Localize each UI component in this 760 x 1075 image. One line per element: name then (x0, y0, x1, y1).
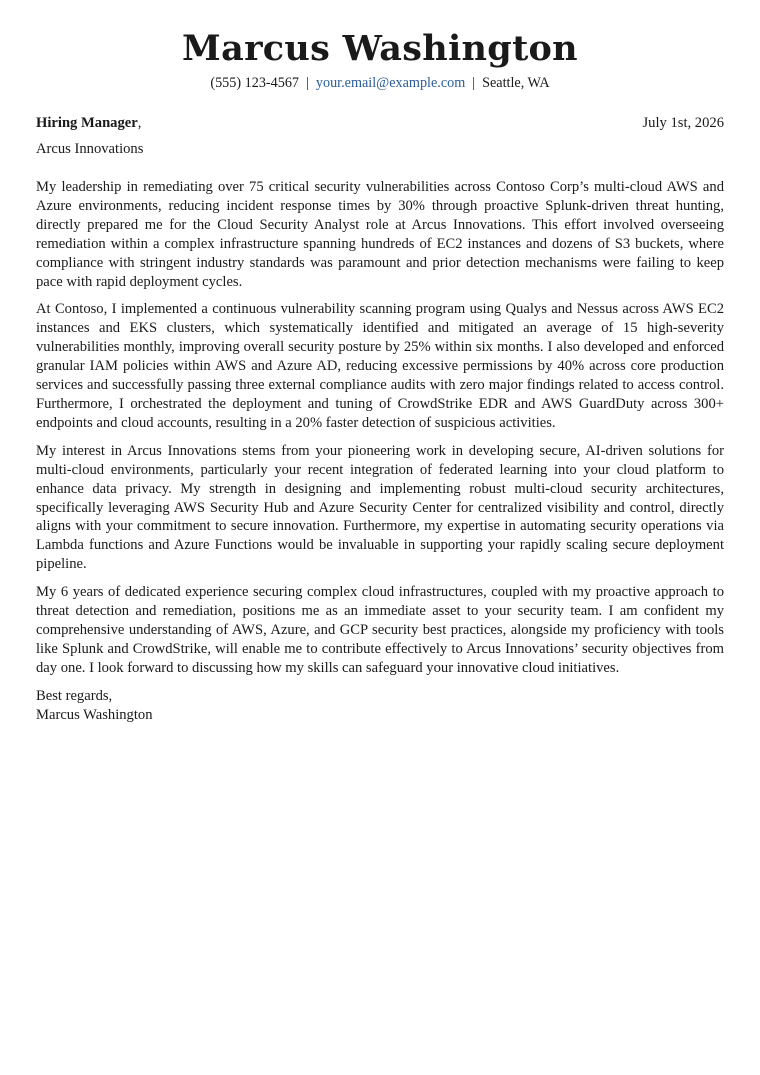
phone-number: (555) 123-4567 (210, 75, 300, 91)
company-name: Arcus Innovations (36, 141, 144, 157)
paragraph: At Contoso, I implemented a continuous vulnerability scanning program using Qualys and Nessus across AWS EC2 instances and EKS clusters, which systematically identified and mitigated an average of 15 high-severity vulnerabilities monthly, improving overall security posture by 25% within six months. I also developed and enforced granular IAM policies within AWS and Azure AD, reducing excessive permissions by 40% across core production services and successfully passing three external compliance audits with zero major findings related to access control. Furthermore, I orchestrated the deployment and tuning of CrowdStrike EDR and AWS GuardDuty across 300+ endpoints and cloud accounts, resulting in a 20% faster detection of suspicious activities. (36, 301, 724, 431)
applicant-name: Marcus Washington (182, 28, 578, 69)
separator: | (472, 75, 476, 91)
email-link[interactable]: your.email@example.com (315, 75, 466, 91)
letter-date: July 1st, 2026 (642, 115, 724, 131)
closing-block (36, 687, 724, 725)
paragraph: My interest in Arcus Innovations stems from your pioneering work in developing secure, AI-driven solutions for multi-cloud environments, particularly your recent integration of federated learning into your cloud platform to enhance data privacy. My strength in designing and implementing robust multi-cloud security architectures, specifically leveraging AWS Security Hub and Azure Security Center for centralized visibility and control, directly aligns with your commitment to secure innovation. Furthermore, my expertise in automating security operations via Lambda functions and Azure Functions would be invaluable in supporting your rapidly scaling secure deployment pipeline. (36, 442, 724, 573)
paragraph: My 6 years of dedicated experience securing complex cloud infrastructures, coupled with my proactive approach to threat detection and remediation, positions me as an immediate asset to your security team. I am confident my comprehensive understanding of AWS, Azure, and GCP security best practices, alongside my proficiency with tools like Splunk and CrowdStrike, will enable me to contribute effectively to Arcus Innovations’ security objectives from day one. I look forward to discussing how my skills can safeguard your innovative cloud initiatives. (36, 584, 724, 676)
location: Seattle, WA (482, 75, 550, 91)
separator: | (306, 75, 309, 91)
letter-body (36, 178, 724, 678)
signature-name: Marcus Washington (36, 706, 153, 723)
salutation-row (36, 113, 724, 133)
recipient (36, 113, 141, 133)
paragraph: My leadership in remediating over 75 critical security vulnerabilities across Contoso Corp’s multi-cloud AWS and Azure environments, reducing incident response times by 30% through proactive Splunk-driven threat hunting, directly prepared me for the Cloud Security Analyst role at Arcus Innovations. This effort involved overseeing remediation within a complex infrastructure spanning hundreds of EC2 instances and dozens of S3 buckets, where compliance with stringent industry standards was paramount and prior detection mechanisms were failing to keep pace with rapid deployment cycles. (36, 179, 724, 290)
closing-phrase: Best regards, (36, 687, 113, 704)
contact-line (36, 72, 724, 94)
recipient-suffix: , (137, 115, 142, 131)
recipient-name: Hiring Manager (36, 115, 138, 131)
